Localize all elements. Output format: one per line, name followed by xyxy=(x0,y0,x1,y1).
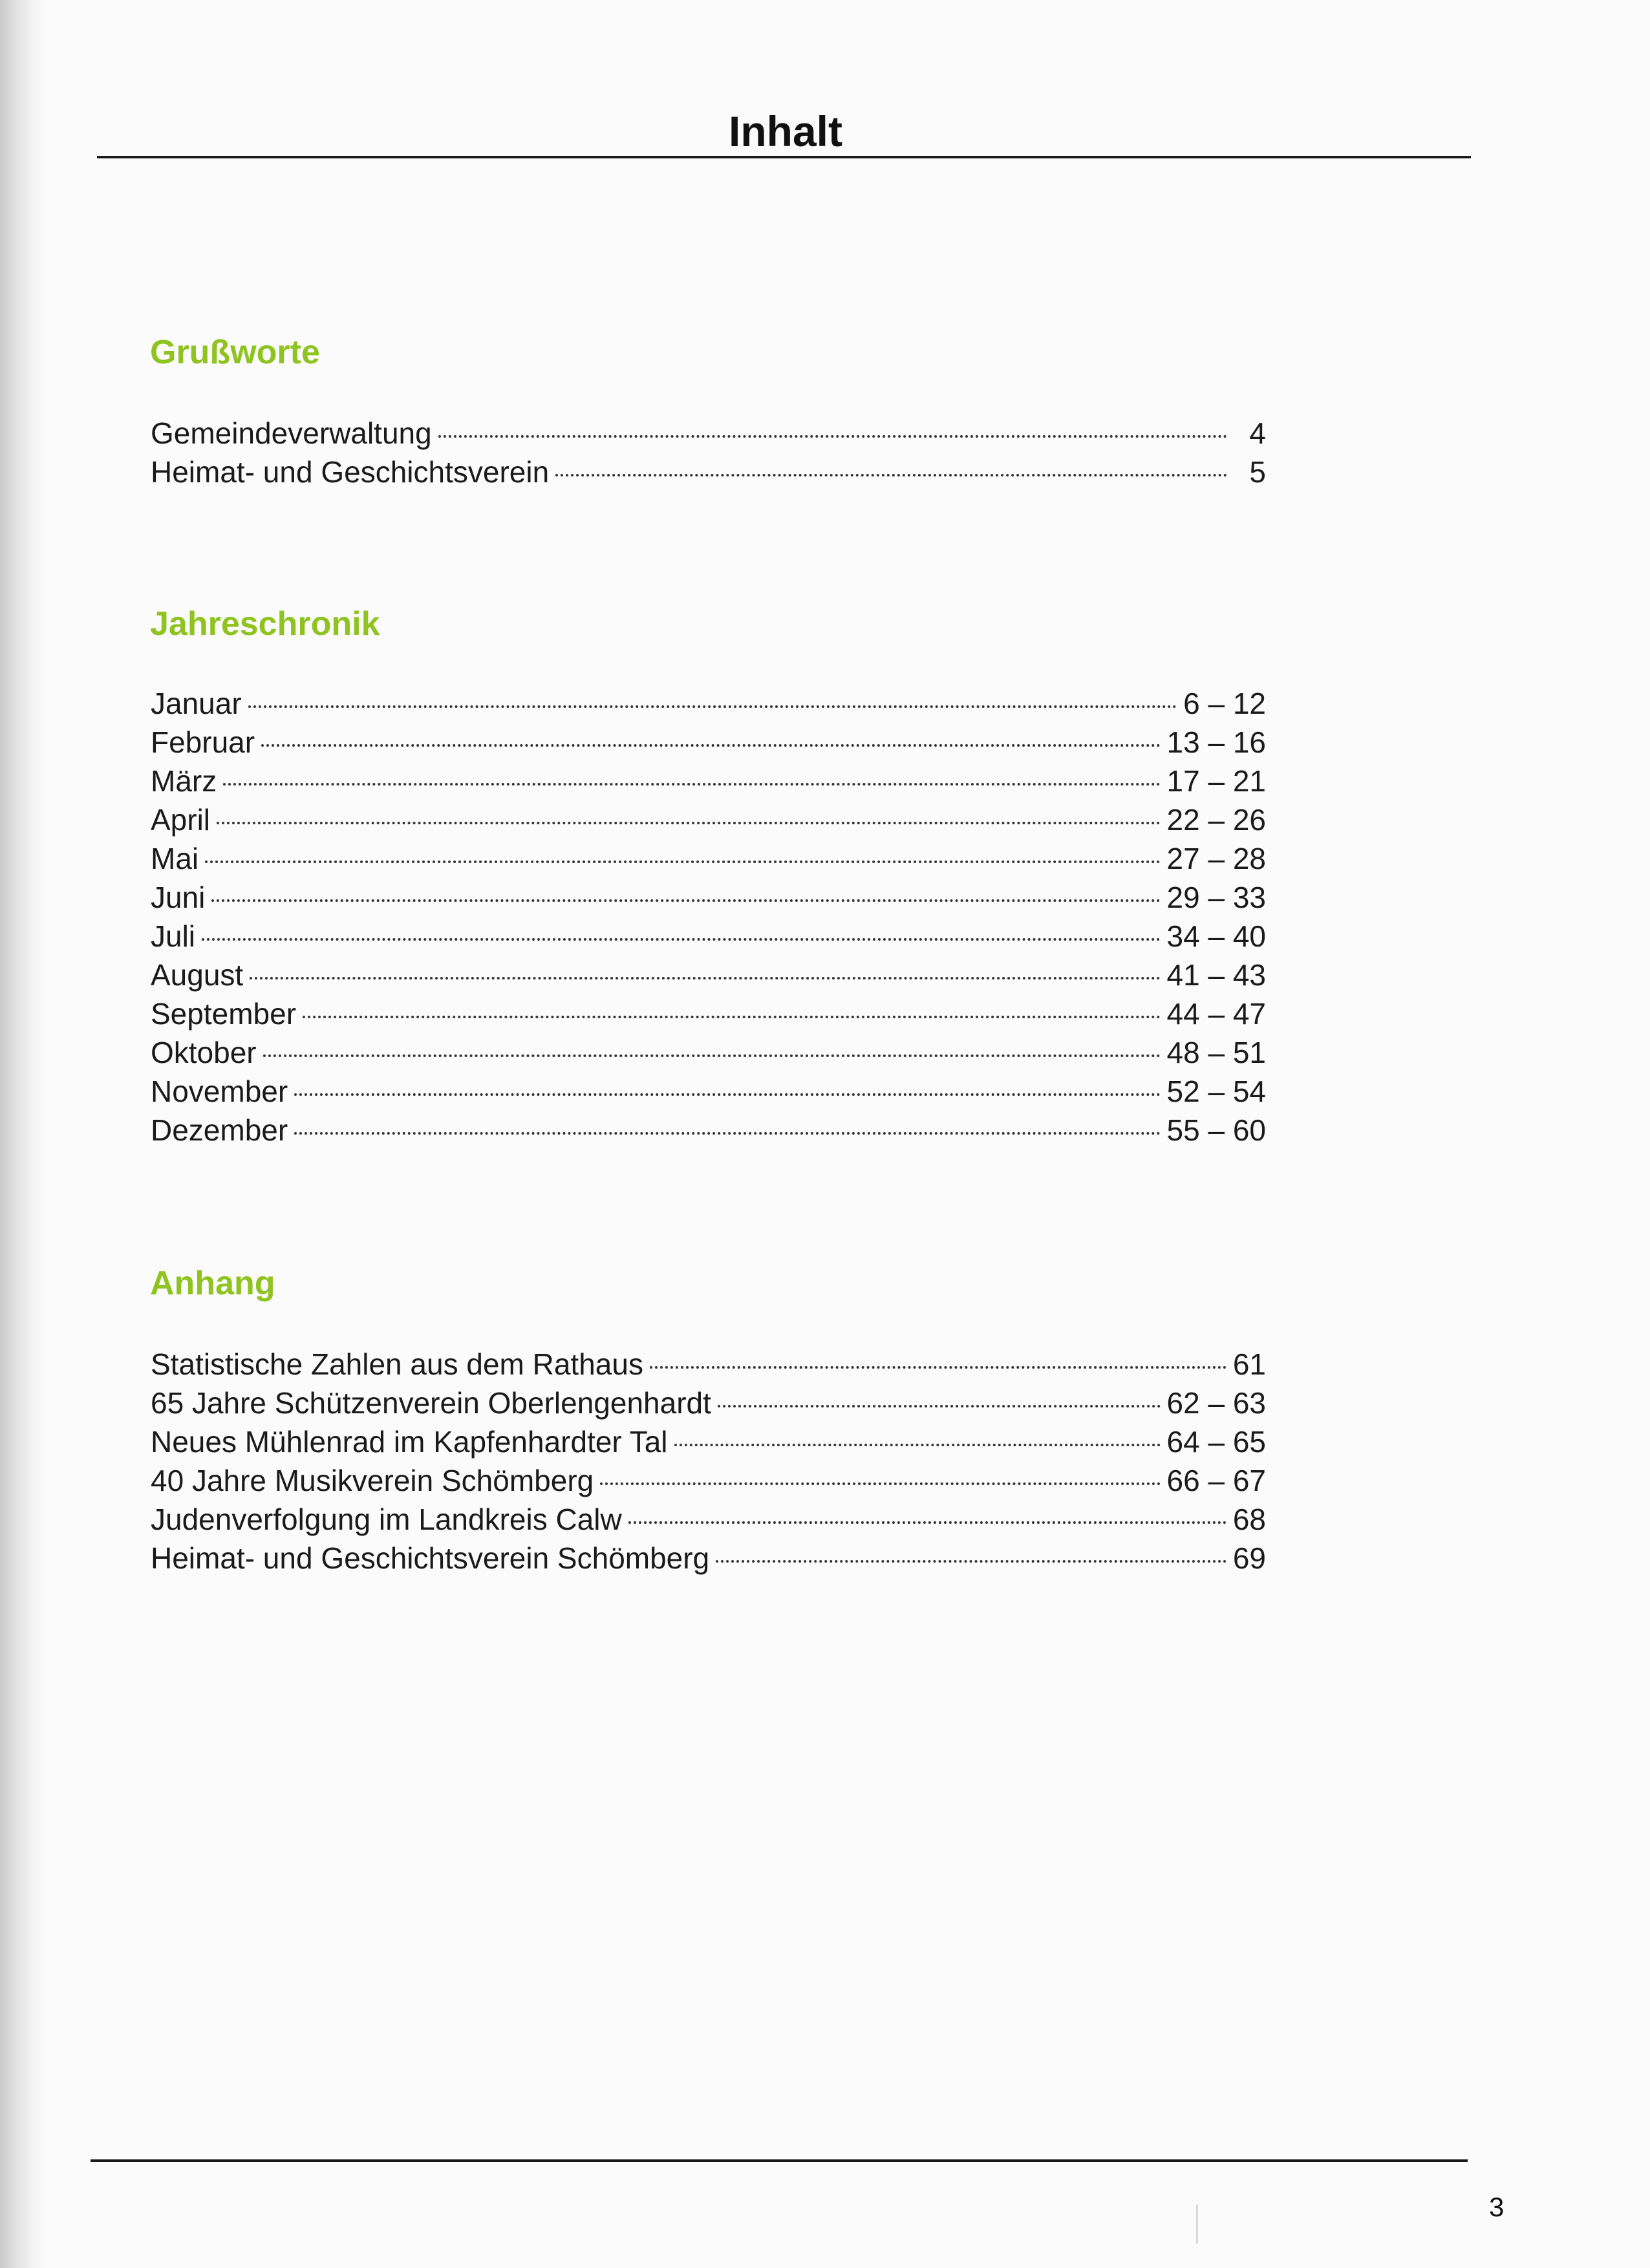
dot-leader xyxy=(263,1054,1161,1057)
toc-entry-page: 52 – 54 xyxy=(1166,1075,1266,1108)
toc-entry-page: 29 – 33 xyxy=(1166,881,1266,914)
toc-entry-page: 34 – 40 xyxy=(1166,919,1266,953)
toc-entry[interactable] xyxy=(151,723,1266,762)
dot-leader xyxy=(718,1405,1161,1407)
toc-entry-label: Statistische Zahlen aus dem Rathaus xyxy=(151,1347,643,1381)
toc-entry[interactable] xyxy=(151,762,1266,800)
toc-entry-page: 17 – 21 xyxy=(1166,764,1266,798)
toc-entry[interactable] xyxy=(151,917,1266,956)
toc-entry-label: Oktober xyxy=(151,1036,257,1069)
toc-list-jahreschronik xyxy=(151,684,1266,1150)
toc-entry-page: 5 xyxy=(1249,455,1266,489)
toc-entry[interactable] xyxy=(151,684,1266,723)
dot-leader xyxy=(674,1444,1161,1446)
toc-entry-label: Juli xyxy=(151,919,196,953)
toc-entry-page: 69 xyxy=(1232,1541,1266,1575)
toc-entry-label: Mai xyxy=(151,842,199,875)
dot-leader xyxy=(250,977,1160,979)
toc-entry-page: 22 – 26 xyxy=(1166,803,1266,837)
dot-leader xyxy=(223,783,1160,786)
page-title: Inhalt xyxy=(729,107,842,155)
section-heading-jahreschronik: Jahreschronik xyxy=(150,605,380,643)
toc-entry[interactable] xyxy=(151,1072,1266,1111)
dot-leader xyxy=(716,1560,1227,1563)
toc-entry-label: Gemeindeverwaltung xyxy=(151,416,432,450)
toc-entry[interactable] xyxy=(151,1384,1266,1422)
page-number: 3 xyxy=(1489,2192,1505,2222)
toc-entry[interactable] xyxy=(151,1345,1266,1384)
toc-entry-page: 13 – 16 xyxy=(1166,725,1266,759)
toc-entry-page: 62 – 63 xyxy=(1166,1386,1266,1420)
toc-entry-label: April xyxy=(151,803,211,837)
toc-entry[interactable] xyxy=(151,839,1266,878)
bottom-rule xyxy=(91,2159,1468,2162)
dot-leader xyxy=(650,1366,1227,1369)
toc-entry-page: 64 – 65 xyxy=(1166,1425,1266,1459)
toc-entry-page: 61 xyxy=(1232,1347,1266,1381)
toc-entry[interactable] xyxy=(151,1111,1266,1150)
toc-entry-label: Januar xyxy=(151,687,242,720)
toc-entry-label: Juni xyxy=(151,881,206,914)
dot-leader xyxy=(294,1132,1160,1135)
toc-list-grussworte xyxy=(151,414,1266,491)
toc-entry-label: März xyxy=(151,764,217,798)
toc-entry[interactable] xyxy=(151,994,1266,1033)
dot-leader xyxy=(248,705,1177,708)
toc-entry-label: Februar xyxy=(151,725,255,759)
toc-entry[interactable] xyxy=(151,414,1266,453)
toc-entry[interactable] xyxy=(151,1539,1266,1578)
toc-entry-label: 65 Jahre Schützenverein Oberlengenhardt xyxy=(151,1386,711,1420)
toc-entry-label: Heimat- und Geschichtsverein Schömberg xyxy=(151,1541,710,1575)
section-heading-anhang: Anhang xyxy=(150,1265,275,1302)
toc-entry[interactable] xyxy=(151,453,1266,491)
dot-leader xyxy=(600,1482,1160,1485)
toc-entry[interactable] xyxy=(151,1461,1266,1500)
toc-entry-page: 68 xyxy=(1232,1503,1266,1536)
dot-leader xyxy=(202,938,1160,941)
dot-leader xyxy=(438,435,1227,438)
dot-leader xyxy=(205,861,1160,863)
toc-entry-label: Judenverfolgung im Landkreis Calw xyxy=(151,1503,622,1536)
toc-entry[interactable] xyxy=(151,878,1266,917)
dot-leader xyxy=(303,1016,1161,1018)
toc-entry-label: Neues Mühlenrad im Kapfenhardter Tal xyxy=(151,1425,668,1459)
dot-leader xyxy=(628,1521,1227,1524)
toc-entry-page: 41 – 43 xyxy=(1166,958,1266,992)
toc-entry-page: 44 – 47 xyxy=(1166,997,1266,1031)
toc-entry-label: September xyxy=(151,997,297,1031)
toc-entry-label: Dezember xyxy=(151,1113,288,1147)
dot-leader xyxy=(555,474,1227,476)
toc-entry-page: 6 – 12 xyxy=(1183,687,1266,720)
toc-entry-page: 27 – 28 xyxy=(1166,842,1266,875)
toc-entry[interactable] xyxy=(151,1033,1266,1072)
dot-leader xyxy=(211,899,1160,902)
toc-entry-label: November xyxy=(151,1075,288,1108)
toc-entry-page: 55 – 60 xyxy=(1166,1113,1266,1147)
toc-entry[interactable] xyxy=(151,800,1266,839)
toc-entry-page: 66 – 67 xyxy=(1166,1464,1266,1497)
dot-leader xyxy=(294,1093,1160,1096)
toc-entry-page: 48 – 51 xyxy=(1166,1036,1266,1069)
toc-entry[interactable] xyxy=(151,956,1266,994)
toc-entry-label: 40 Jahre Musikverein Schömberg xyxy=(151,1464,594,1497)
dot-leader xyxy=(217,822,1160,824)
toc-entry[interactable] xyxy=(151,1500,1266,1539)
top-rule xyxy=(97,156,1471,158)
toc-entry-label: August xyxy=(151,958,244,992)
section-heading-grussworte: Grußworte xyxy=(150,334,320,371)
toc-list-anhang xyxy=(151,1345,1266,1578)
dot-leader xyxy=(261,744,1160,747)
toc-entry[interactable] xyxy=(151,1422,1266,1461)
binding-shadow xyxy=(0,0,45,2268)
scan-artifact xyxy=(1196,2205,1198,2243)
toc-entry-page: 4 xyxy=(1249,416,1266,450)
toc-entry-label: Heimat- und Geschichtsverein xyxy=(151,455,550,489)
